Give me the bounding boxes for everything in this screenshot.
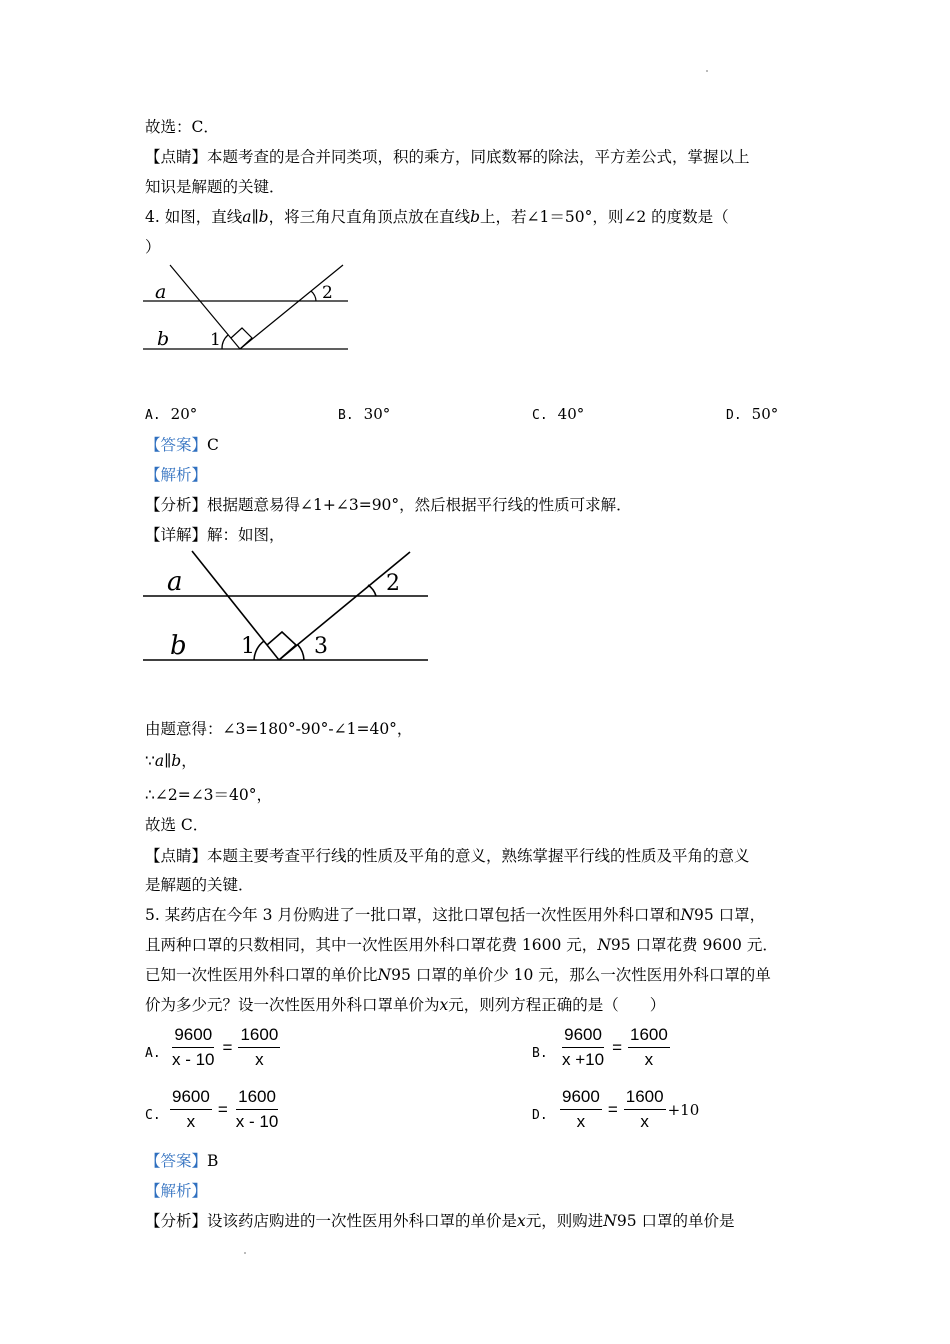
fraction-left [560,1025,606,1070]
label-1: 1 [241,634,255,659]
option-letter: B. [532,1046,548,1061]
fraction-left [170,1025,217,1070]
option-c[interactable] [532,404,584,426]
figure-2 [140,548,435,668]
option-d-equation [560,1087,699,1132]
text: 4. 如图，直线 [145,208,243,226]
text: 95 口罩， [694,906,766,924]
fraction-right [238,1025,280,1070]
answer-5 [145,1151,218,1171]
question-5-line-2 [145,935,778,955]
equals-sign: = [607,1099,618,1119]
xiangjie-text: 解：如图， [207,526,285,544]
text: 设该药店购进的一次性医用外科口罩的单价是 [207,1212,518,1230]
question-5-line-1 [145,905,765,925]
denominator: x - 10 [172,1050,215,1069]
fenxi-4 [145,495,632,515]
var-n: N [680,906,694,924]
numerator: 9600 [560,1087,602,1110]
label-b: b [170,631,187,661]
denominator: x [186,1112,196,1131]
dianjing-4: 【点睛】本题主要考查平行线的性质及平角的意义，熟练掌握平行线的性质及平角的意义 [145,847,750,865]
fraction-right [234,1087,281,1132]
option-letter: B. [338,408,354,423]
option-b-letter[interactable] [532,1042,558,1064]
step-4: 故选 C． [145,816,209,834]
option-a-equation [170,1025,280,1070]
numerator: 1600 [236,1087,278,1110]
ruler-side-left [170,265,240,349]
parallel-symbol: ∥ [251,208,259,226]
angle-1-arc [222,335,228,349]
step-1: 由题意得：∠3=180°-90°-∠1=40°， [145,720,413,738]
text: 价为多少元？设一次性医用外科口罩单价为 [145,996,440,1014]
answer-value: B [207,1152,219,1170]
var-x: x [439,996,449,1014]
figure-1 [140,260,355,360]
angle-3-arc [298,645,304,660]
answer-tag: 【答案】 [145,436,208,454]
denominator: x [644,1050,654,1069]
ruler-side-left [192,551,279,660]
var-n: N [603,1212,617,1230]
option-b[interactable] [338,404,390,426]
step-3: ∴∠2=∠3＝40°， [145,786,273,804]
fenxi-tag: 【分析】 [145,1212,208,1230]
denominator: x +10 [562,1050,605,1069]
label-3: 3 [314,634,328,659]
text: 上，若∠1＝50°，则∠2 的度数是（ [480,208,729,226]
option-a[interactable] [145,404,197,426]
text-line: 知识是解题的关键． [145,178,285,196]
label-a: a [155,281,167,303]
bottom-dot [244,1252,246,1254]
fenxi-5 [145,1211,735,1231]
text: 元，则列方程正确的是（ ） [448,996,666,1014]
text-line: ） [145,238,161,256]
text-line: 【点睛】本题考查的是合并同类项，积的乘方，同底数幂的除法，平方差公式，掌握以上 [145,148,750,166]
label-2: 2 [386,571,400,596]
plus-ten: +10 [667,1100,700,1119]
fraction-right [628,1025,670,1070]
option-value: 20° [170,405,198,423]
answer-value: C [207,436,219,454]
denominator: x [255,1050,264,1069]
label-1: 1 [210,330,221,350]
label-a: a [167,567,183,597]
text: 95 口罩的单价是 [616,1212,735,1230]
fraction-right [624,1087,666,1132]
option-a-letter[interactable] [145,1042,171,1064]
option-value: 30° [363,405,391,423]
label-2: 2 [322,283,333,303]
option-letter: C. [532,408,548,423]
option-letter: A. [145,408,161,423]
option-letter: D. [532,1108,548,1123]
option-c-equation [170,1087,280,1132]
var-a: a [154,752,165,770]
analysis-tag: 【解析】 [145,466,208,484]
var-n: N [377,966,392,984]
denominator: x - 10 [235,1112,279,1131]
answer-4 [145,435,219,455]
option-letter: C. [145,1108,161,1123]
text: 已知一次性医用外科口罩的单价比 [145,966,378,984]
text: 95 口罩的单价少 10 元，那么一次性医用外科口罩的单 [391,966,771,984]
option-letter: A. [145,1046,161,1061]
parallel-symbol: ∥ [164,752,172,770]
var-b: b [171,752,182,770]
option-c-letter[interactable] [145,1104,171,1126]
fenxi-text: 根据题意易得∠1+∠3=90°，然后根据平行线的性质可求解． [207,496,632,514]
denominator: x [576,1112,586,1131]
var-x: x [517,1212,526,1230]
top-dot [706,70,708,72]
fraction-left [170,1087,212,1132]
fenxi-tag: 【分析】 [145,496,208,514]
numerator: 9600 [172,1025,214,1048]
question-5-line-4 [145,995,665,1015]
fraction-left [560,1087,602,1132]
because-symbol: ∵ [145,752,155,770]
text: 95 口罩花费 9600 元． [610,936,778,954]
equals-sign: = [612,1037,622,1057]
xiangjie-tag: 【详解】 [145,526,208,544]
option-value: 50° [751,405,779,423]
label-b: b [157,328,170,350]
dianjing-4-cont: 是解题的关键． [145,876,254,894]
ruler-side-right [240,265,343,349]
text-line: 故选：C． [145,118,219,136]
text: ， [181,752,197,770]
analysis-tag: 【解析】 [145,1182,208,1200]
angle-1-arc [254,641,264,660]
right-angle-mark [267,632,296,660]
numerator: 1600 [628,1025,670,1048]
var-b: b [258,208,269,226]
option-letter: D. [726,408,742,423]
question-5-line-3 [145,965,771,985]
denominator: x [640,1112,649,1131]
numerator: 9600 [170,1087,212,1110]
numerator: 9600 [562,1025,604,1048]
numerator: 1600 [624,1087,666,1110]
question-4 [145,207,729,227]
var-b: b [470,208,481,226]
numerator: 1600 [238,1025,280,1048]
option-d-letter[interactable] [532,1104,558,1126]
equals-sign: = [222,1037,233,1057]
var-n: N [597,936,611,954]
angle-2-arc [311,291,316,301]
answer-tag: 【答案】 [145,1152,208,1170]
option-d[interactable] [726,404,778,426]
text: 5. 某药店在今年 3 月份购进了一批口罩，这批口罩包括一次性医用外科口罩和 [145,906,681,924]
angle-2-arc [368,585,376,596]
text: ，将三角尺直角顶点放在直线 [268,208,471,226]
text: 元，则购进 [525,1212,604,1230]
right-angle-mark [231,328,252,349]
text: 且两种口罩的只数相同，其中一次性医用外科口罩花费 1600 元， [145,936,598,954]
ruler-side-right [279,552,410,660]
step-2 [145,751,197,771]
xiangjie-4 [145,525,285,545]
var-a: a [242,208,252,226]
option-b-equation [560,1025,670,1070]
option-value: 40° [557,405,585,423]
equals-sign: = [217,1099,228,1119]
